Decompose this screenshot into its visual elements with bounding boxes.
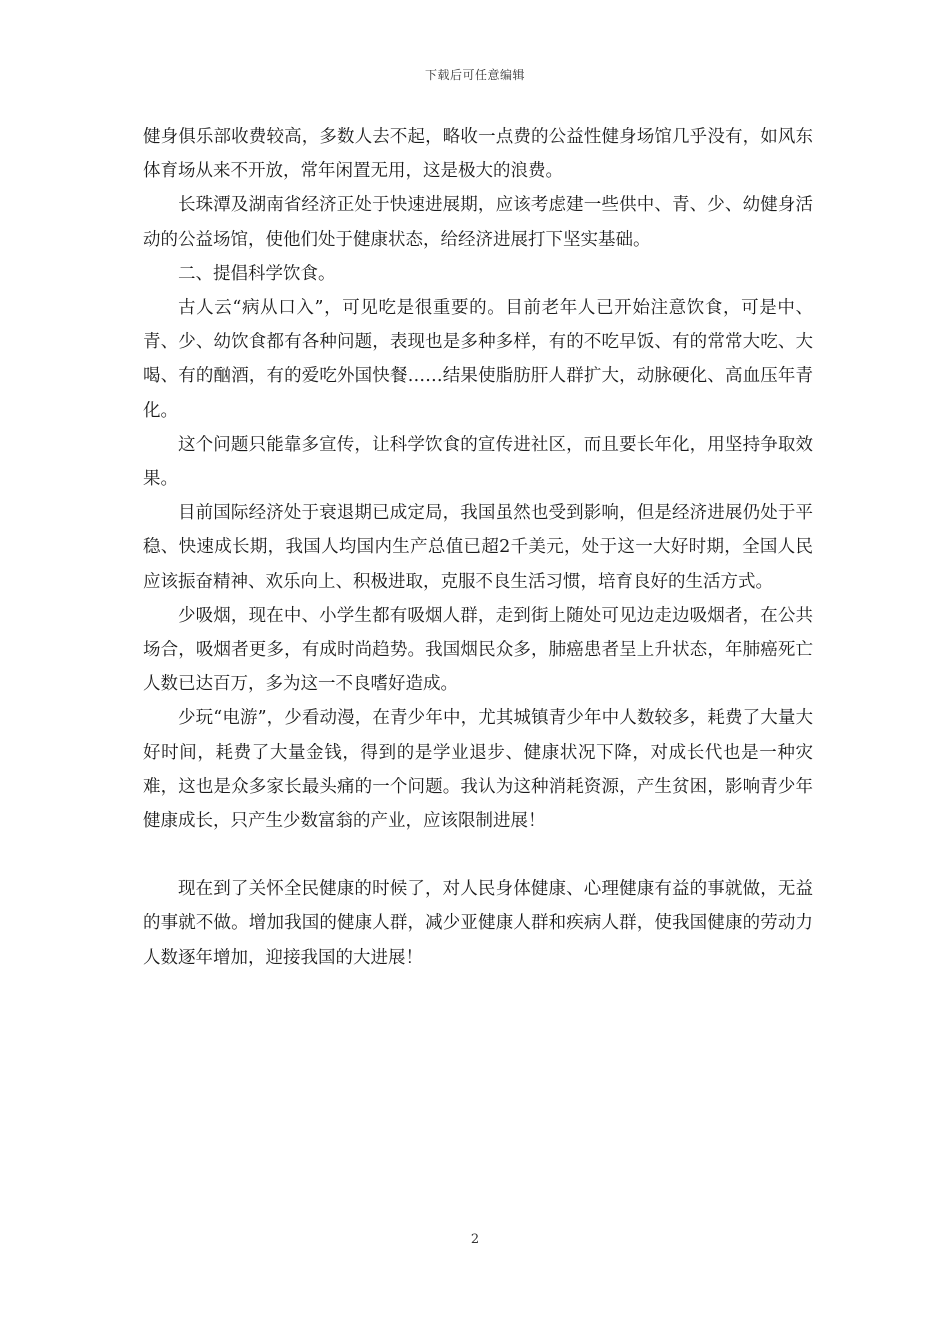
paragraph-video-games: 少玩“电游”，少看动漫，在青少年中，尤其城镇青少年中人数较多，耗费了大量大好时间，耗费了大量金钱，得到的是学业退步、健康状况下降，对成长代也是一种灾难，这也是众多家长最头痛的一个问题。我认为这种消耗资源，产生贫困，影响青少年健康成长，只产生少数富翁的产业，应该限制进展！ [143, 708, 813, 832]
paragraph-economy: 目前国际经济处于衰退期已成定局，我国虽然也受到影响，但是经济进展仍处于平稳、快速成长期，我国人均国内生产总值已超2千美元，处于这一大好时期，全国人民应该振奋精神、欢乐向上、积极进取，克服不良生活习惯，培育良好的生活方式。 [143, 503, 813, 592]
paragraph-propaganda: 这个问题只能靠多宣传，让科学饮食的宣传进社区，而且要长年化，用坚持争取效果。 [143, 434, 813, 490]
blank-line [143, 838, 813, 872]
paragraph-conclusion: 现在到了关怀全民健康的时候了，对人民身体健康、心理健康有益的事就做，无益的事就不做。增加我国的健康人群，减少亚健康人群和疾病人群，使我国健康的劳动力人数逐年增加，迎接我国的大进展！ [143, 879, 813, 968]
paragraph-diet-problems: 古人云“病从口入”，可见吃是很重要的。目前老年人已开始注意饮食，可是中、青、少、幼饮食都有各种问题，表现也是多种多样，有的不吃早饭、有的常常大吃、大喝、有的酗酒，有的爱吃外国快餐……结果使脂肪肝人群扩大，动脉硬化、高血压年青化。 [143, 298, 813, 421]
paragraph-public-venues: 长珠潭及湖南省经济正处于快速进展期，应该考虑建一些供中、青、少、幼健身活动的公益场馆，使他们处于健康状态，给经济进展打下坚实基础。 [143, 195, 813, 250]
section-heading-diet: 二、提倡科学饮食。 [178, 263, 336, 284]
page-number: 2 [470, 1232, 480, 1247]
paragraph-smoking: 少吸烟，现在中、小学生都有吸烟人群，走到街上随处可见边走边吸烟者，在公共场合，吸烟者更多，有成时尚趋势。我国烟民众多，肺癌患者呈上升状态，年肺癌死亡人数已达百万，多为这一不良嗜好造成。 [143, 605, 813, 695]
paragraph-continued: 健身俱乐部收费较高，多数人去不起，略收一点费的公益性健身场馆几乎没有，如风东体育场从来不开放，常年闲置无用，这是极大的浪费。 [143, 127, 813, 182]
page-header: 下载后可任意编辑 [424, 68, 525, 82]
document-body [143, 120, 813, 975]
